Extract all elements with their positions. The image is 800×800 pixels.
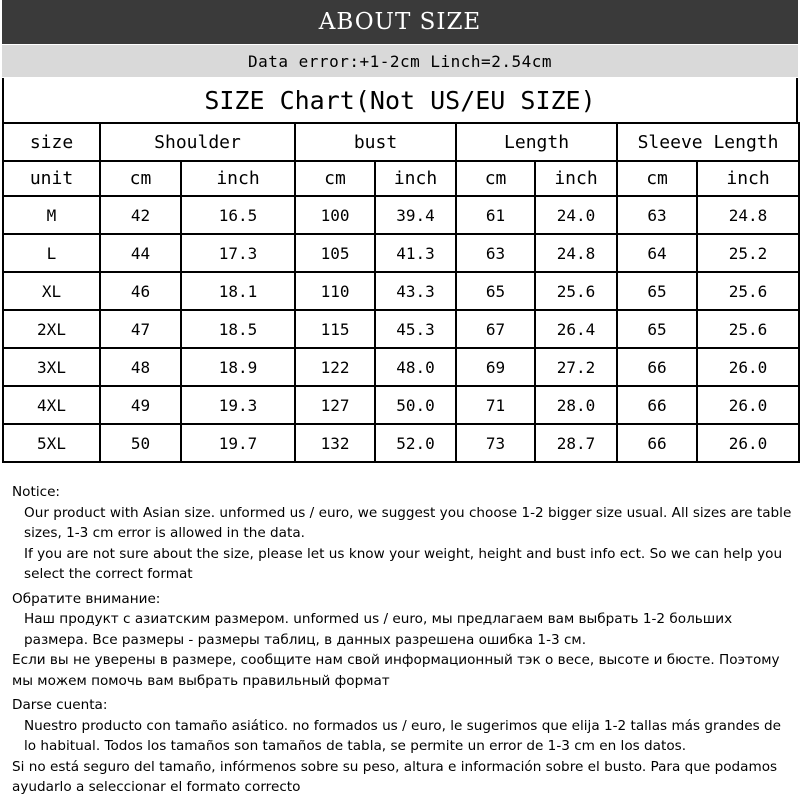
notice-russian	[12, 589, 792, 692]
measurement-cell: 26.0	[697, 386, 799, 424]
table-row	[3, 272, 799, 310]
measurement-cell: 24.8	[697, 196, 799, 234]
data-error-note: Data error:+1-2cm Linch=2.54cm	[2, 45, 798, 77]
measurement-cell: 48.0	[375, 348, 456, 386]
measurement-cell: 64	[617, 234, 697, 272]
measurement-cell: 65	[617, 272, 697, 310]
unit-cell: inch	[375, 161, 456, 196]
measurement-cell: 50	[100, 424, 181, 462]
notice-paragraph: Nuestro producto con tamaño asiático. no formados us / euro, le sugerimos que elija 1-2 tallas más grandes de lo habitual. Todos los tamaños son tamaños de tabla, se permite un error de 1-3 cm en los datos.	[24, 717, 781, 754]
measurement-cell: 25.6	[697, 272, 799, 310]
size-label-cell: XL	[3, 272, 100, 310]
measurement-cell: 44	[100, 234, 181, 272]
unit-cell: inch	[535, 161, 617, 196]
unit-cell: cm	[617, 161, 697, 196]
measurement-cell: 19.7	[181, 424, 295, 462]
notice-paragraph: Si no está seguro del tamaño, infórmenos sobre su peso, altura e información sobre el busto. Para que podamos ayudarlo a seleccionar el formato correcto	[12, 758, 778, 795]
measurement-cell: 122	[295, 348, 375, 386]
size-chart-table	[2, 122, 800, 463]
measurement-cell: 66	[617, 348, 697, 386]
measurement-cell: 24.0	[535, 196, 617, 234]
measurement-cell: 43.3	[375, 272, 456, 310]
unit-cell: cm	[295, 161, 375, 196]
measurement-cell: 73	[456, 424, 535, 462]
measurement-cell: 39.4	[375, 196, 456, 234]
measurement-cell: 66	[617, 424, 697, 462]
measurement-cell: 26.0	[697, 348, 799, 386]
table-row	[3, 424, 799, 462]
measurement-cell: 105	[295, 234, 375, 272]
notice-title: Darse cuenta:	[12, 697, 108, 713]
table-row	[3, 348, 799, 386]
measurement-cell: 100	[295, 196, 375, 234]
measurement-cell: 110	[295, 272, 375, 310]
measurement-cell: 63	[617, 196, 697, 234]
size-label-cell: L	[3, 234, 100, 272]
table-row	[3, 196, 799, 234]
measurement-cell: 71	[456, 386, 535, 424]
measurement-cell: 127	[295, 386, 375, 424]
measurement-cell: 41.3	[375, 234, 456, 272]
measurement-cell: 18.5	[181, 310, 295, 348]
size-label-cell: 4XL	[3, 386, 100, 424]
measurement-cell: 18.1	[181, 272, 295, 310]
chart-title: SIZE Chart(Not US/EU SIZE)	[2, 78, 798, 122]
measurement-cell: 67	[456, 310, 535, 348]
measurement-cell: 46	[100, 272, 181, 310]
header-cell: size	[3, 123, 100, 161]
measurement-cell: 18.9	[181, 348, 295, 386]
notice-title: Обратите внимание:	[12, 590, 161, 607]
size-rows	[3, 196, 799, 462]
unit-cell: cm	[100, 161, 181, 196]
measurement-cell: 26.4	[535, 310, 617, 348]
size-label-cell: 2XL	[3, 310, 100, 348]
measurement-cell: 28.0	[535, 386, 617, 424]
header-cell: bust	[295, 123, 456, 161]
measurement-cell: 50.0	[375, 386, 456, 424]
table-row	[3, 234, 799, 272]
measurement-cell: 61	[456, 196, 535, 234]
notice-english	[12, 482, 792, 585]
measurement-cell: 17.3	[181, 234, 295, 272]
header-cell: Shoulder	[100, 123, 295, 161]
measurement-cell: 65	[456, 272, 535, 310]
page-title: ABOUT SIZE	[2, 0, 798, 44]
measurement-cell: 66	[617, 386, 697, 424]
notes-section	[12, 482, 792, 798]
table-row	[3, 386, 799, 424]
unit-cell: cm	[456, 161, 535, 196]
size-label-cell: M	[3, 196, 100, 234]
measurement-cell: 25.6	[697, 310, 799, 348]
measurement-cell: 25.6	[535, 272, 617, 310]
measurement-cell: 65	[617, 310, 697, 348]
measurement-cell: 28.7	[535, 424, 617, 462]
header-cell: Length	[456, 123, 617, 161]
measurement-cell: 132	[295, 424, 375, 462]
header-cell: Sleeve Length	[617, 123, 799, 161]
measurement-cell: 45.3	[375, 310, 456, 348]
unit-cell: inch	[697, 161, 799, 196]
measurement-cell: 115	[295, 310, 375, 348]
measurement-cell: 63	[456, 234, 535, 272]
measurement-cell: 52.0	[375, 424, 456, 462]
measurement-cell: 24.8	[535, 234, 617, 272]
notice-paragraph: If you are not sure about the size, please let us know your weight, height and bust info ect. So we can help you select the correct format	[24, 545, 783, 582]
notice-title: Notice:	[12, 484, 61, 500]
table-row	[3, 310, 799, 348]
measurement-cell: 42	[100, 196, 181, 234]
notice-paragraph: Наш продукт с азиатским размером. unformed us / euro, мы предлагаем вам выбрать 1-2 больших размера. Все размеры - размеры таблиц, в данных разрешена ошибка 1-3 см.	[24, 611, 733, 648]
unit-cell: inch	[181, 161, 295, 196]
measurement-cell: 16.5	[181, 196, 295, 234]
measurement-cell: 48	[100, 348, 181, 386]
measurement-cell: 69	[456, 348, 535, 386]
notice-spanish	[12, 695, 792, 798]
measurement-cell: 49	[100, 386, 181, 424]
notice-paragraph: Если вы не уверены в размере, сообщите нам свой информационный тэк о весе, высоте и бюсте. Поэтому мы можем помочь вам выбрать правильный формат	[12, 652, 780, 689]
measurement-cell: 25.2	[697, 234, 799, 272]
unit-cell: unit	[3, 161, 100, 196]
unit-row	[3, 161, 799, 196]
measurement-cell: 19.3	[181, 386, 295, 424]
measurement-cell: 47	[100, 310, 181, 348]
size-label-cell: 5XL	[3, 424, 100, 462]
size-label-cell: 3XL	[3, 348, 100, 386]
header-row	[3, 123, 799, 161]
measurement-cell: 26.0	[697, 424, 799, 462]
notice-paragraph: Our product with Asian size. unformed us / euro, we suggest you choose 1-2 bigger size usual. All sizes are table sizes, 1-3 cm error is allowed in the data.	[24, 504, 792, 541]
measurement-cell: 27.2	[535, 348, 617, 386]
